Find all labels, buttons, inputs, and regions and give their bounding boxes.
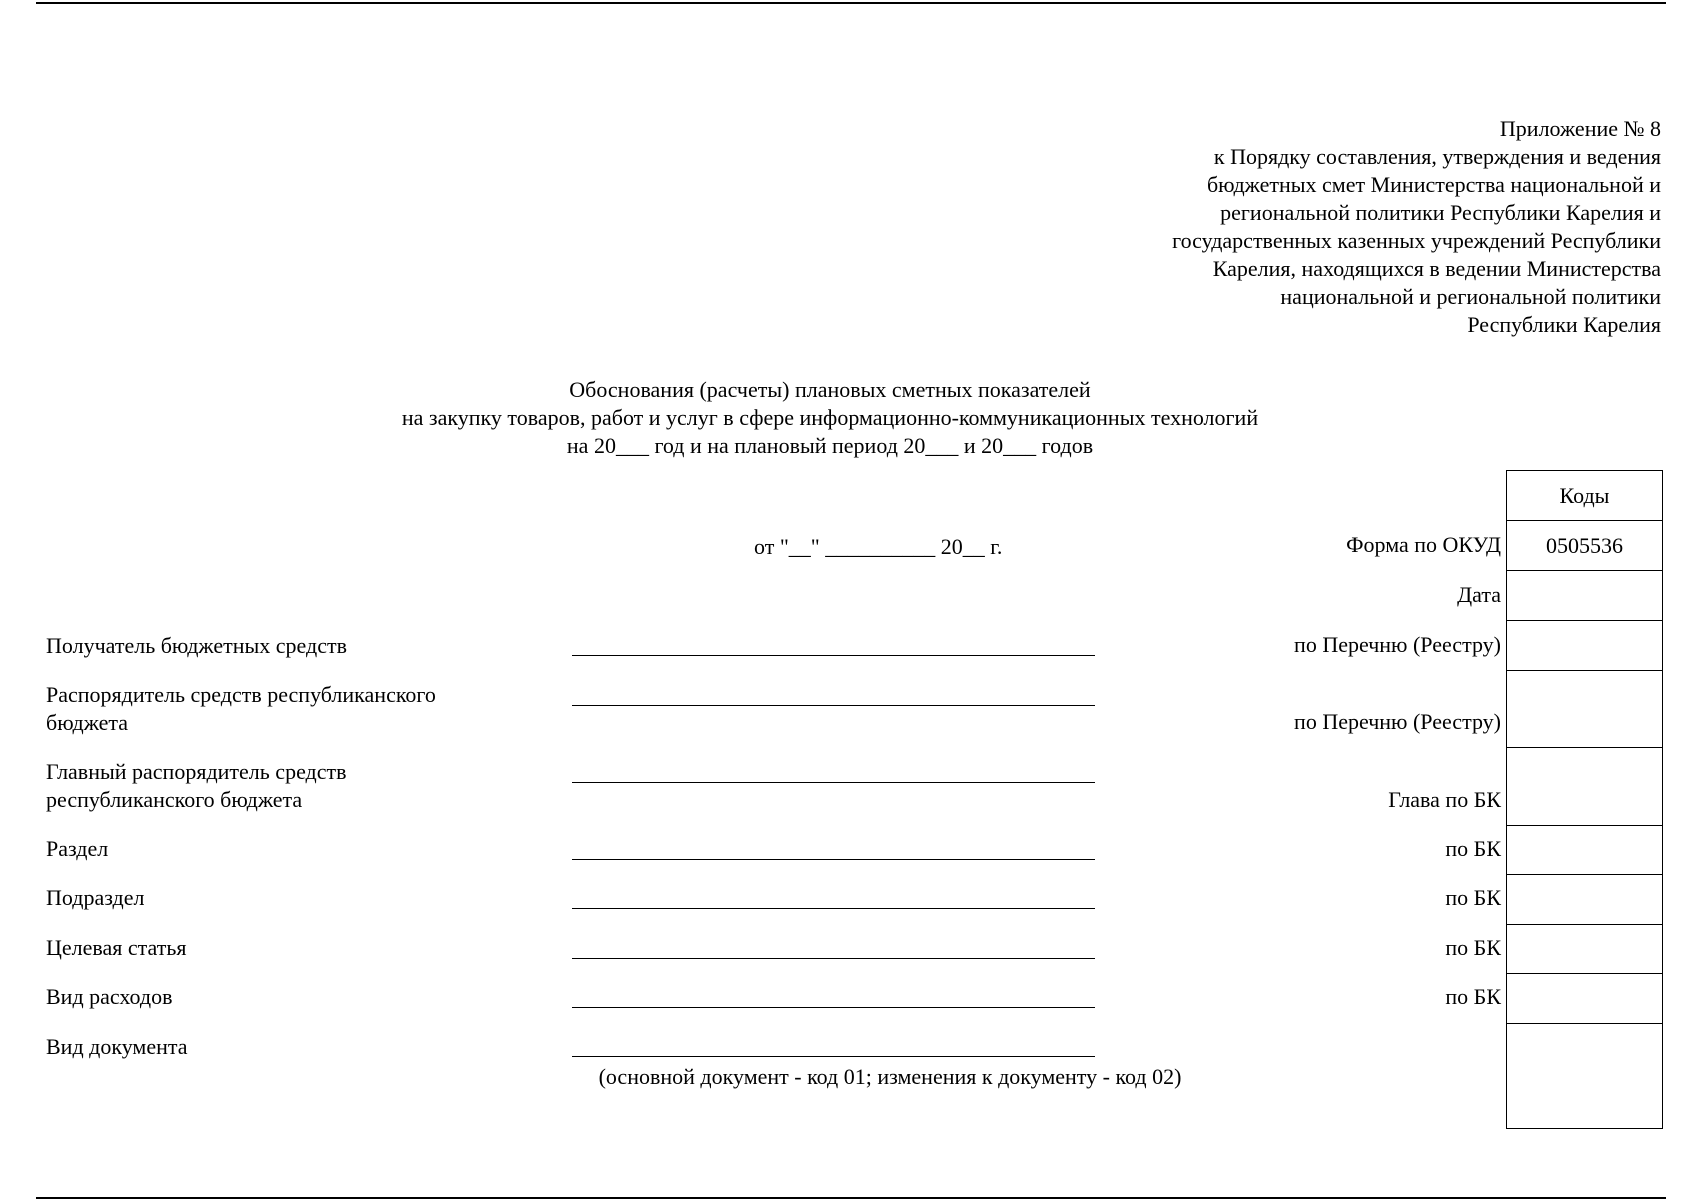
title-line-1: Обоснования (расчеты) плановых сметных показателей [569,377,1091,402]
document-code-cell[interactable] [1507,1024,1663,1129]
label-bk-target: по БК [1445,935,1501,960]
document-title [280,376,1380,460]
codes-table [1506,470,1663,1129]
label-manager-line1: Распорядитель средств республиканского [46,682,436,707]
codes-row [1507,748,1663,826]
label-bk-expense: по БК [1445,984,1501,1009]
codes-row [1507,671,1663,748]
codes-row [1507,621,1663,671]
codes-header: Коды [1507,471,1663,521]
codes-row [1507,521,1663,571]
bottom-rule [36,1197,1666,1199]
expense-code-cell[interactable] [1507,974,1663,1024]
appendix-line: к Порядку составления, утверждения и ведения [1213,144,1661,169]
label-section: Раздел [46,836,109,861]
appendix-line: национальной и региональной политики [1280,284,1661,309]
appendix-header [1021,115,1661,339]
subsection-field-line[interactable] [572,908,1095,909]
label-manager-line2: бюджета [46,710,129,735]
recipient-field-line[interactable] [572,655,1095,656]
title-line-3: на 20___ год и на плановый период 20___ и 20___ годов [566,433,1094,458]
label-subsection: Подраздел [46,885,145,910]
label-expense-type: Вид расходов [46,984,173,1009]
codes-row [1507,974,1663,1024]
chief-manager-field-line[interactable] [572,782,1095,783]
codes-row [1507,826,1663,875]
label-date: Дата [1457,582,1501,607]
label-recipient: Получатель бюджетных средств [46,633,347,658]
appendix-line: государственных казенных учреждений Республики [1172,228,1661,253]
label-target-article: Целевая статья [46,935,187,960]
section-field-line[interactable] [572,859,1095,860]
document-type-note: (основной документ - код 01; изменения к документу - код 02) [598,1064,1182,1089]
appendix-line: Республики Карелия [1467,312,1661,337]
document-date: от "__" __________ 20__ г. [754,534,1003,559]
document-type-field-line[interactable] [572,1056,1095,1057]
appendix-line: региональной политики Республики Карелия и [1220,200,1661,225]
label-bk-section: по БК [1445,836,1501,861]
date-code-cell[interactable] [1507,571,1663,621]
manager-field-line[interactable] [572,705,1095,706]
codes-row [1507,875,1663,925]
label-chapter-bk: Глава по БК [1388,787,1501,812]
registry-1-code-cell[interactable] [1507,621,1663,671]
top-rule [36,2,1666,4]
codes-row [1507,925,1663,974]
label-chief-manager-line2: республиканского бюджета [46,787,303,812]
appendix-line: бюджетных смет Министерства национальной и [1206,172,1661,197]
subsection-code-cell[interactable] [1507,875,1663,925]
label-registry-2: по Перечню (Реестру) [1294,709,1501,734]
codes-row [1507,571,1663,621]
okud-code-cell[interactable]: 0505536 [1507,521,1663,571]
appendix-line: Карелия, находящихся в ведении Министерства [1212,256,1661,281]
codes-row [1507,1024,1663,1129]
title-line-2: на закупку товаров, работ и услуг в сфере информационно-коммуникационных технологий [401,405,1259,430]
label-registry-1: по Перечню (Реестру) [1294,632,1501,657]
section-code-cell[interactable] [1507,826,1663,875]
codes-header-row [1507,471,1663,521]
appendix-line: Приложение № 8 [1499,116,1661,141]
registry-2-code-cell[interactable] [1507,671,1663,748]
label-bk-subsection: по БК [1445,885,1501,910]
target-code-cell[interactable] [1507,925,1663,974]
chapter-code-cell[interactable] [1507,748,1663,826]
label-document-type: Вид документа [46,1034,188,1059]
label-chief-manager-line1: Главный распорядитель средств [46,759,347,784]
target-article-field-line[interactable] [572,958,1095,959]
expense-type-field-line[interactable] [572,1007,1095,1008]
label-okud: Форма по ОКУД [1346,532,1501,557]
